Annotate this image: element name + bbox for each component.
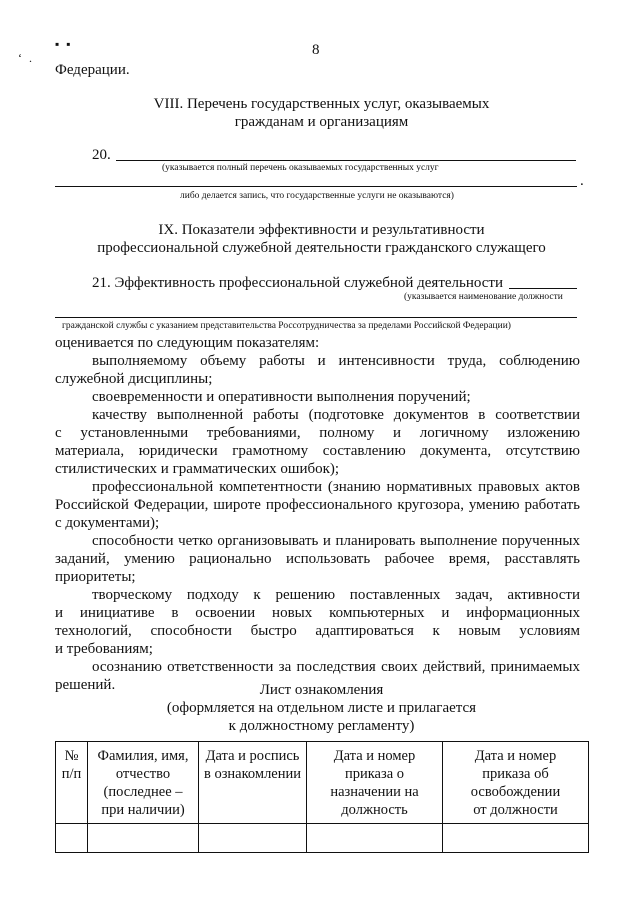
body-line: оценивается по следующим показателям:	[55, 335, 320, 351]
table-cell[interactable]	[88, 824, 199, 853]
body-line: Российской Федерации, широте профессионального кругозора, умению работать	[55, 497, 580, 513]
item-21-hint-position: (указывается наименование должности	[404, 292, 563, 302]
table-row	[56, 824, 589, 853]
body-line: стилистических и грамматических ошибок);	[55, 461, 340, 477]
body-line: осознанию ответственности за последствия своих действий, принимаемых	[92, 659, 580, 675]
body-line: материала, юридически грамотному составлению документа, отсутствию	[55, 443, 580, 459]
col-appointment-order: Дата и номер приказа о назначении на должность	[307, 742, 443, 824]
body-line: способности четко организовывать и планировать выполнение порученных	[92, 533, 580, 549]
body-line: приоритеты;	[55, 569, 136, 585]
col-full-name: Фамилия, имя, отчество (последнее – при наличии)	[88, 742, 199, 824]
table-cell[interactable]	[443, 824, 589, 853]
col-number: № п/п	[56, 742, 88, 824]
ack-title-line3: к должностному регламенту)	[228, 718, 415, 734]
body-line: качеству выполненной работы (подготовке документов в соответствии	[92, 407, 580, 423]
table-cell[interactable]	[56, 824, 88, 853]
item-20-hint: (указывается полный перечень оказываемых государственных услуг	[162, 163, 439, 173]
table-cell[interactable]	[199, 824, 307, 853]
section9-title-line1: IX. Показатели эффективности и результативности	[158, 222, 485, 238]
item-20-fill-line-2	[55, 186, 577, 187]
body-line: технологий, способности быстро адаптироваться к новым условиям	[55, 623, 580, 639]
body-line: выполняемому объему работы и интенсивности труда, соблюдению	[92, 353, 580, 369]
table-cell[interactable]	[307, 824, 443, 853]
item-20-fill-line	[116, 160, 576, 161]
item-20-hint-2: либо делается запись, что государственные услуги не оказываются)	[180, 191, 454, 201]
ack-title-line2: (оформляется на отдельном листе и прилагается	[166, 700, 477, 716]
body-line: профессиональной компетентности (знанию нормативных правовых актов	[92, 479, 580, 495]
body-line: с установленными требованиями, полному и логичному изложению	[55, 425, 580, 441]
col-dismissal-order: Дата и номер приказа об освобождении от должности	[443, 742, 589, 824]
body-line: решений.	[55, 677, 116, 693]
item-20-number: 20.	[92, 147, 111, 163]
body-line: и инициативе в освоении новых компьютерных и информационных	[55, 605, 580, 621]
item-21-fill-line-2	[55, 317, 577, 318]
item-21-heading: 21. Эффективность профессиональной служебной деятельности	[92, 275, 504, 291]
body-line: заданий, умению рационально использовать рабочее время, расставлять	[55, 551, 580, 567]
ack-title-line1: Лист ознакомления	[259, 682, 384, 698]
body-line: и требованиям;	[55, 641, 153, 657]
body-line: служебной дисциплины;	[55, 371, 213, 387]
page-number: 8	[312, 42, 320, 58]
item-20-trailing-dot: .	[580, 173, 584, 189]
scan-mark-2: ‘ .	[18, 51, 34, 65]
item-21-fill-line	[509, 288, 577, 289]
section8-title-line2: гражданам и организациям	[234, 114, 409, 130]
section8-title-line1: VIII. Перечень государственных услуг, оказываемых	[153, 96, 490, 112]
body-line: с документами);	[55, 515, 160, 531]
intro-word: Федерации.	[55, 62, 130, 78]
item-21-hint-service: гражданской службы с указанием представительства Россотрудничества за пределами Российской Федерации)	[62, 321, 511, 331]
body-line: своевременности и оперативности выполнения поручений;	[92, 389, 471, 405]
ack-table	[55, 741, 589, 853]
body-line: творческому подходу к решению поставленных задач, активности	[92, 587, 580, 603]
scan-mark: ▪ ▪	[55, 37, 73, 51]
col-date-signature: Дата и роспись в ознакомлении	[199, 742, 307, 824]
section9-title-line2: профессиональной служебной деятельности гражданского служащего	[97, 240, 546, 256]
ack-table-header-row	[56, 742, 589, 824]
